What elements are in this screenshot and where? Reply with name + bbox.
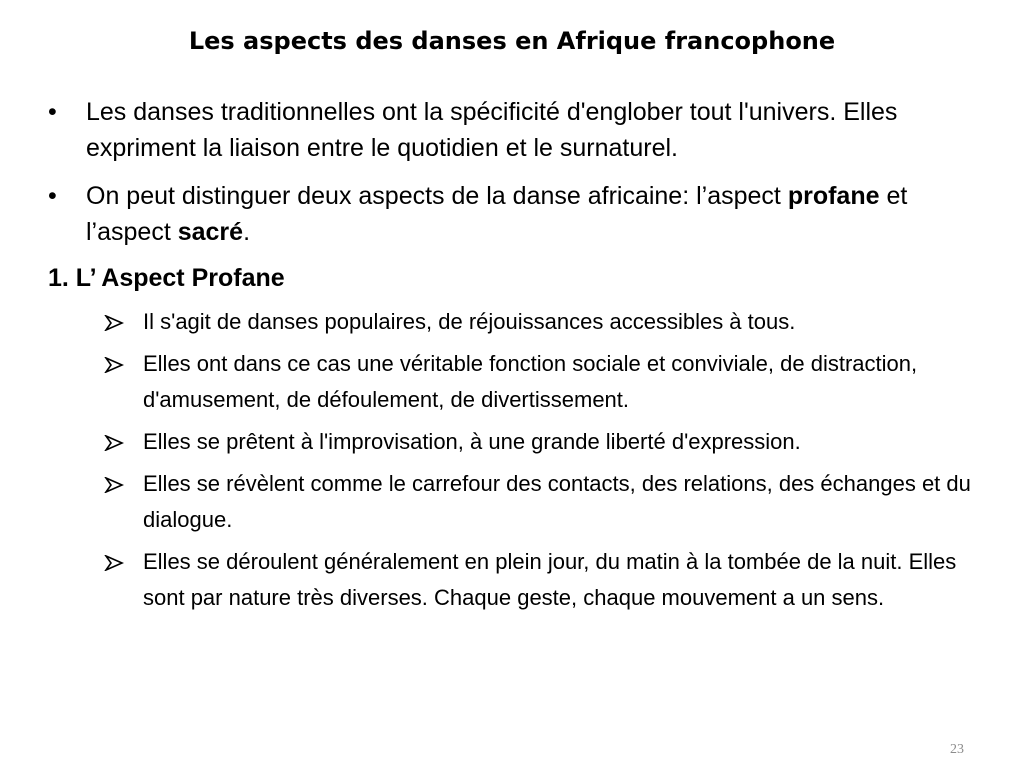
sub-list-item: [0, 346, 1024, 418]
bullet-list: [0, 94, 1024, 250]
sub-item-text: Elles se prêtent à l'improvisation, à une grande liberté d'expression.: [143, 429, 801, 454]
bold-term-profane: profane: [787, 182, 880, 210]
sub-list-item: [0, 544, 1024, 616]
bullet-dot-icon: •: [48, 182, 57, 210]
sub-list-item: [0, 466, 1024, 538]
page-number: 23: [950, 742, 964, 757]
sub-list: [0, 304, 1024, 616]
sub-item-text: Elles ont dans ce cas une véritable fonction sociale et conviviale, de distraction, d'amusement, de défoulement, de divertissement.: [143, 351, 918, 412]
sub-list-item: [0, 304, 1024, 340]
slide-content: [0, 94, 1024, 622]
bullet-text: Les danses traditionnelles ont la spécificité d'englober tout l'univers. Elles expriment la liaison entre le quotidien et le surnaturel.: [86, 98, 898, 162]
bullet-item: [0, 178, 1024, 250]
bullet-text: On peut distinguer deux aspects de la danse africaine: l’aspect: [86, 182, 788, 210]
arrow-right-outline-icon: [104, 424, 126, 460]
arrow-right-outline-icon: [104, 466, 126, 502]
slide-title: Les aspects des danses en Afrique francophone: [188, 27, 836, 55]
bullet-text: et l’aspect: [86, 182, 908, 246]
arrow-right-outline-icon: [104, 346, 126, 382]
arrow-right-outline-icon: [104, 304, 126, 340]
section-heading: 1. L’ Aspect Profane: [48, 264, 285, 292]
bullet-item: [0, 94, 1024, 166]
sub-item-text: Il s'agit de danses populaires, de réjouissances accessibles à tous.: [143, 309, 796, 334]
arrow-right-outline-icon: [104, 544, 126, 580]
bullet-dot-icon: •: [48, 98, 57, 126]
sub-list-item: [0, 424, 1024, 460]
bold-term-sacre: sacré: [177, 218, 244, 246]
sub-item-text: Elles se révèlent comme le carrefour des contacts, des relations, des échanges et du dialogue.: [143, 471, 971, 532]
bullet-text: .: [243, 218, 251, 246]
sub-item-text: Elles se déroulent généralement en plein jour, du matin à la tombée de la nuit. Elles sont par nature très diverses. Chaque geste, chaque mouvement a un sens.: [143, 549, 957, 610]
